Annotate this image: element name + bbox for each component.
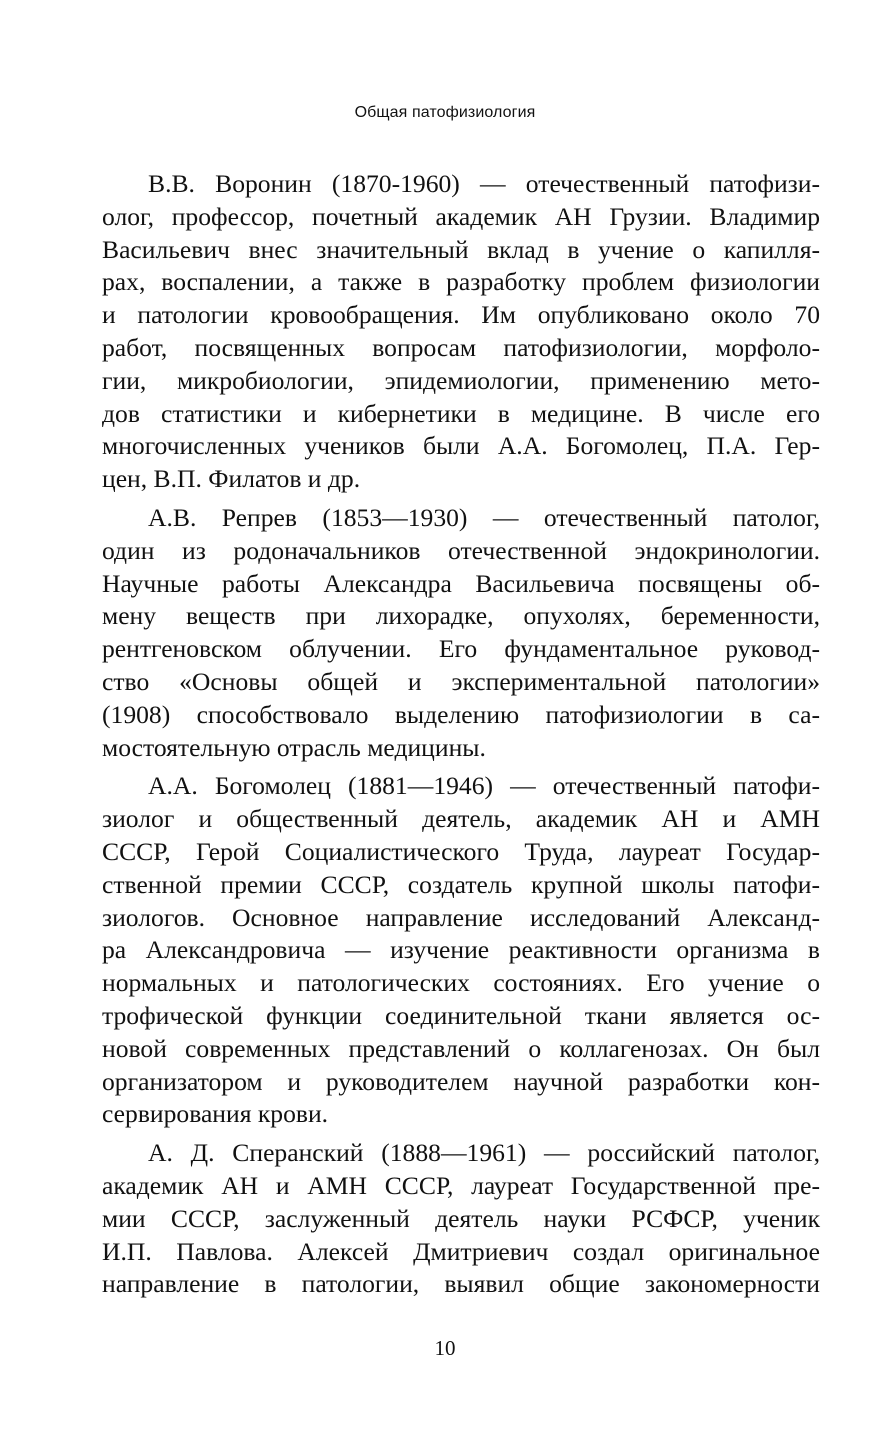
text-line: организатором и руководителем научной разработки кон-: [102, 1066, 820, 1096]
text-line: А. Д. Сперанский (1888—1961) — российский патолог,: [148, 1138, 820, 1168]
text-line: мостоятельную отрасль медицины.: [102, 732, 486, 762]
text-line: ственной премии СССР, создатель крупной школы патофи-: [102, 869, 820, 899]
text-line: зиолог и общественный деятель, академик АН и АМН: [102, 804, 820, 834]
text-line: дов статистики и кибернетики в медицине. В числе его: [102, 398, 820, 428]
text-line: зиологов. Основное направление исследований Александ-: [102, 902, 820, 932]
text-line: И.П. Павлова. Алексей Дмитриевич создал оригинальное: [102, 1236, 820, 1266]
text-line: ство «Основы общей и экспериментальной патологии»: [102, 666, 820, 696]
text-line: олог, профессор, почетный академик АН Грузии. Владимир: [102, 201, 820, 231]
text-line: один из родоначальников отечественной эндокринологии.: [102, 535, 820, 565]
text-line: работ, посвященных вопросам патофизиологии, морфоло-: [102, 332, 820, 362]
paragraph-voronin: [102, 168, 820, 496]
text-line: гии, микробиологии, эпидемиологии, применению мето-: [102, 365, 820, 395]
text-line: СССР, Герой Социалистического Труда, лауреат Государ-: [102, 836, 820, 866]
text-line: рах, воспалении, а также в разработку проблем физиологии: [102, 267, 820, 297]
text-line: В.В. Воронин (1870-1960) — отечественный патофизи-: [148, 169, 820, 198]
text-line: Научные работы Александра Васильевича посвящены об-: [102, 568, 820, 598]
text-line: цен, В.П. Филатов и др.: [102, 464, 361, 494]
text-body: [102, 168, 820, 1307]
paragraph-reprev: [102, 502, 820, 764]
text-line: академик АН и АМН СССР, лауреат Государственной пре-: [102, 1170, 820, 1200]
text-line: А.А. Богомолец (1881—1946) — отечественный патофи-: [148, 771, 820, 801]
text-line: А.В. Репрев (1853—1930) — отечественный патолог,: [148, 502, 820, 532]
text-line: нормальных и патологических состояниях. Его учение о: [102, 968, 820, 998]
text-line: сервирования крови.: [102, 1099, 329, 1129]
text-line: ра Александровича — изучение реактивности организма в: [102, 935, 820, 965]
text-line: направление в патологии, выявил общие закономерности: [102, 1269, 820, 1299]
paragraph-speransky: [102, 1137, 820, 1301]
text-line: новой современных представлений о коллагенозах. Он был: [102, 1033, 820, 1063]
paragraph-bogomolets: [102, 770, 820, 1131]
text-line: рентгеновском облучении. Его фундаментальное руковод-: [102, 634, 820, 664]
page-number: 10: [434, 1336, 456, 1360]
text-line: (1908) способствовало выделению патофизиологии в са-: [102, 699, 820, 729]
text-line: и патологии кровообращения. Им опубликовано около 70: [102, 300, 820, 330]
text-line: мену веществ при лихорадке, опухолях, беременности,: [102, 601, 820, 631]
text-line: Васильевич внес значительный вклад в учение о капилля-: [102, 234, 820, 264]
text-line: многочисленных учеников были А.А. Богомолец, П.А. Гер-: [102, 431, 820, 461]
running-head: Общая патофизиология: [354, 104, 536, 121]
text-line: мии СССР, заслуженный деятель науки РСФСР, ученик: [102, 1203, 820, 1233]
text-line: трофической функции соединительной ткани является ос-: [102, 1000, 820, 1030]
